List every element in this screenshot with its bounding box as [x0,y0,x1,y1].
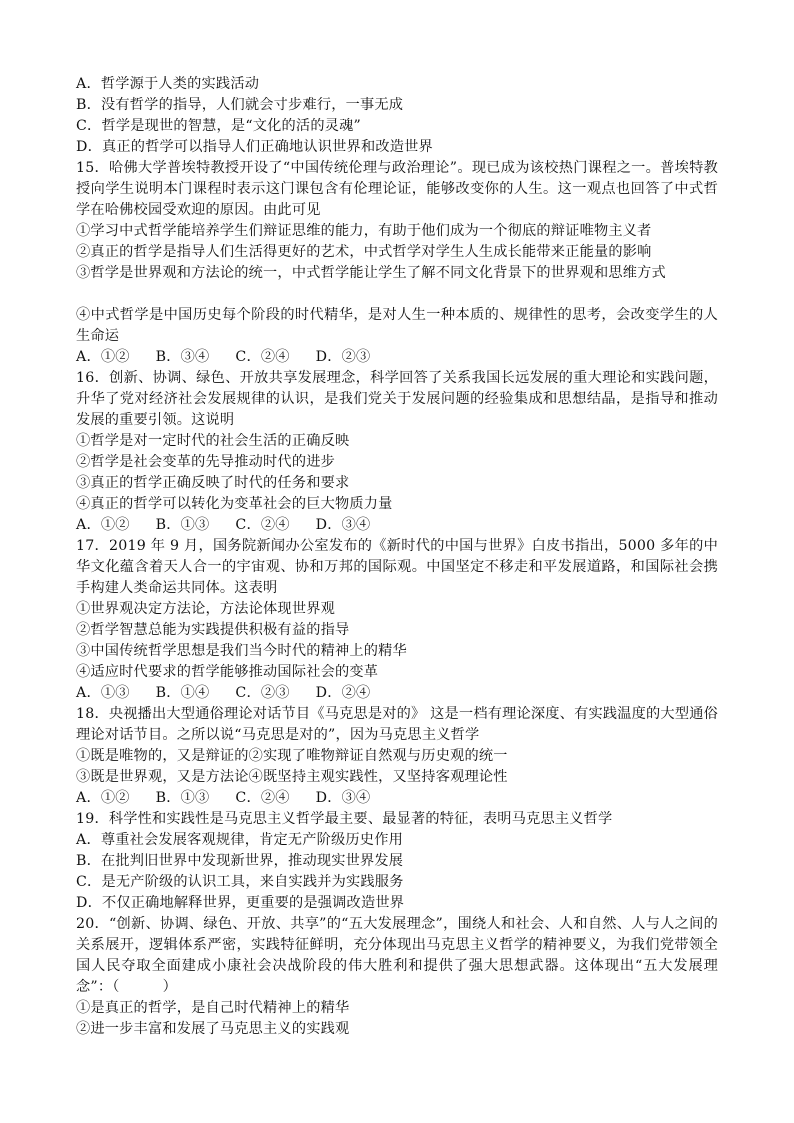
q17-option-a: A．①③ [76,685,130,701]
q18-option-b: B．①③ [155,790,210,806]
q16-item-1: ①哲学是对一定时代的社会生活的正确反映 [76,433,350,449]
q18-options [76,788,718,809]
q19-option-a: A．尊重社会发展客观规律，肯定无产阶级历史作用 [76,832,403,848]
q18-option-a: A．①② [76,790,130,806]
q14-option-a: A．哲学源于人类的实践活动 [76,76,260,92]
q18-option-c: C．②④ [235,790,290,806]
q16-item-2: ②哲学是社会变革的先导推动时代的进步 [76,454,335,470]
q19-option-b: B．在批判旧世界中发现新世界，推动现实世界发展 [76,853,404,869]
q19-option-d: D．不仅正确地解释世界，更重要的是强调改造世界 [76,895,405,911]
q17-item-4: ④适应时代要求的哲学能够推动国际社会的变革 [76,664,379,680]
q20-item-2: ②进一步丰富和发展了马克思主义的实践观 [76,1021,350,1037]
q15-option-d: D．②③ [315,349,371,365]
q14-option-d: D．真正的哲学可以指导人们正确地认识世界和改造世界 [76,139,433,155]
q16-options [76,515,718,536]
q15-options [76,347,718,368]
q16-item-3: ③真正的哲学正确反映了时代的任务和要求 [76,475,350,491]
q17-option-c: C．②③ [235,685,290,701]
q14-option-c: C．哲学是现世的智慧，是“文化的活的灵魂” [76,118,361,134]
q16-item-4: ④真正的哲学可以转化为变革社会的巨大物质力量 [76,496,393,512]
q14-option-b: B．没有哲学的指导，人们就会寸步难行，一事无成 [76,97,404,113]
q15-item-2: ②真正的哲学是指导人们生活得更好的艺术，中式哲学对学生人生成长能带来正能量的影响 [76,244,652,260]
q15-item-1: ①学习中式哲学能培养学生们辩证思维的能力，有助于他们成为一个彻底的辩证唯物主义者 [76,223,652,239]
q15-item-4: ④中式哲学是中国历史每个阶段的时代精华，是对人生一种本质的、规律性的思考，会改变学生的人生命运 [76,307,718,344]
q20-item-1: ①是真正的哲学，是自己时代精神上的精华 [76,1000,350,1016]
q17-option-d: D．②④ [315,685,371,701]
q17-item-2: ②哲学智慧总能为实践提供积极有益的指导 [76,622,350,638]
q17-option-b: B．①④ [155,685,210,701]
q15-option-c: C．②④ [235,349,290,365]
q16-option-b: B．①③ [155,517,210,533]
q18-item-1: ①既是唯物的，又是辩证的②实现了唯物辩证自然观与历史观的统一 [76,748,508,764]
q17-options [76,683,718,704]
q15-option-b: B．③④ [155,349,210,365]
q18-stem: 18．央视播出大型通俗理论对话节目《马克思是对的》 这是一档有理论深度、有实践温度的大型通俗理论对话节目。之所以说“马克思是对的”，因为马克思主义哲学 [76,706,718,743]
q17-item-3: ③中国传统哲学思想是我们当今时代的精神上的精华 [76,643,407,659]
q17-stem: 17．2019 年 9 月，国务院新闻办公室发布的《新时代的中国与世界》白皮书指出，5000 多年的中华文化蕴含着天人合一的宇宙观、协和万邦的国际观。中国坚定不移走和平发展道路，和国际社会携手构建人类命运共同体。这表明 [76,538,718,596]
q18-item-2: ③既是世界观，又是方法论④既坚持主观实践性，又坚持客观理论性 [76,769,508,785]
exam-page [76,74,718,1040]
q19-option-c: C．是无产阶级的认识工具，来自实践并为实践服务 [76,874,404,890]
q20-stem: 20．“创新、协调、绿色、开放、共享”的“五大发展理念”，围绕人和社会、人和自然、人与人之间的关系展开，逻辑体系严密，实践特征鲜明，充分体现出马克思主义哲学的精神要义，为我们党带领全国人民夺取全面建成小康社会决战阶段的伟大胜利和提供了强大思想武器。这体现出“五大发展理念”：（ ） [76,916,718,995]
q15-stem: 15．哈佛大学普埃特教授开设了“中国传统伦理与政治理论”。现已成为该校热门课程之一。普埃特教授向学生说明本门课程时表示这门课包含有伦理论证，能够改变你的人生。这一观点也回答了中式哲学在哈佛校园受欢迎的原因。由此可见 [76,160,718,218]
q15-item-3: ③哲学是世界观和方法论的统一，中式哲学能让学生了解不同文化背景下的世界观和思维方式 [76,265,666,281]
q16-option-d: D．③④ [315,517,371,533]
q17-item-1: ①世界观决定方法论，方法论体现世界观 [76,601,335,617]
q18-option-d: D．③④ [315,790,371,806]
q16-option-c: C．②④ [235,517,290,533]
q16-stem: 16．创新、协调、绿色、开放共享发展理念，科学回答了关系我国长远发展的重大理论和实践问题，升华了党对经济社会发展规律的认识，是我们党关于发展问题的经验集成和思想结晶，是指导和推动发展的重要引领。这说明 [76,370,718,428]
q16-option-a: A．①② [76,517,130,533]
q15-option-a: A．①② [76,349,130,365]
q19-stem: 19．科学性和实践性是马克思主义哲学最主要、最显著的特征，表明马克思主义哲学 [76,811,613,827]
